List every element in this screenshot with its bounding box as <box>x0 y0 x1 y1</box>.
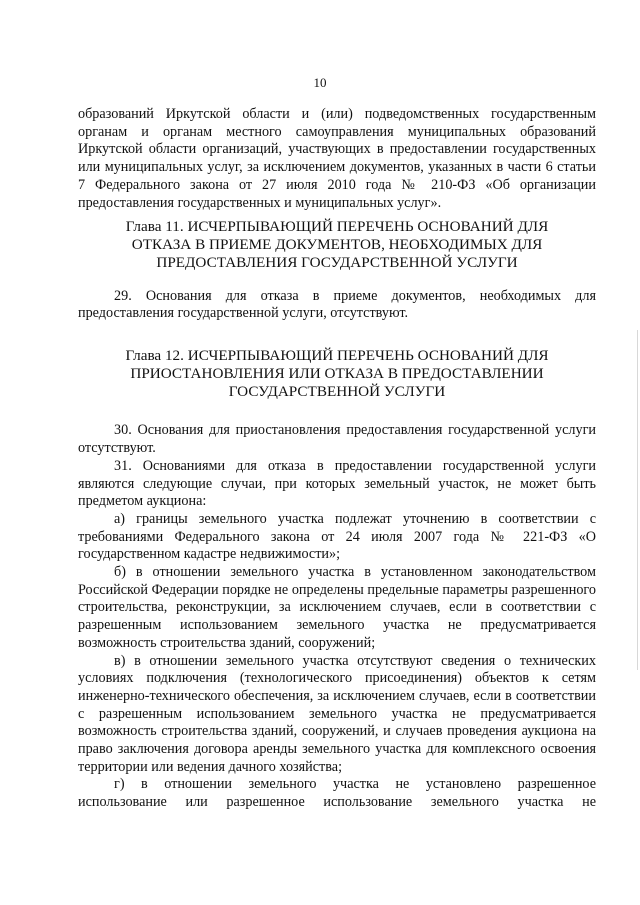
chapter-12-line-2: ПРИОСТАНОВЛЕНИЯ ИЛИ ОТКАЗА В ПРЕДОСТАВЛЕНИИ <box>130 364 544 382</box>
page-number: 10 <box>313 75 327 90</box>
chapter-12-heading <box>78 347 596 400</box>
chapter-11-heading <box>78 218 596 271</box>
paragraph-30: 30. Основания для приостановления предоставления государственной услуги отсутствуют. <box>78 422 596 457</box>
document-body <box>78 106 596 812</box>
paragraph-29: 29. Основания для отказа в приеме документов, необходимых для предоставления государственной услуги, отсутствуют. <box>78 287 596 322</box>
scan-edge-line <box>637 330 638 670</box>
paragraph-continuation: образований Иркутской области и (или) подведомственных государственным органам и органам местного самоуправления муниципальных образований Иркутской области организаций, участвующих в предоставлении государственных или муниципальных услуг, за исключением документов, указанных в части 6 статьи 7 Федерального закона от 27 июля 2010 года № 210-ФЗ «Об организации предоставления государственных и муниципальных услуг». <box>78 106 596 211</box>
item-b: б) в отношении земельного участка в установленном законодательством Российской Федерации порядке не определены предельные параметры разрешенного строительства, реконструкции, за исключением случаев, если в соответствии с разрешенным использованием земельного участка не предусматривается возможность строительства зданий, сооружений; <box>78 564 596 651</box>
chapter-12-line-1: Глава 12. ИСЧЕРПЫВАЮЩИЙ ПЕРЕЧЕНЬ ОСНОВАНИЙ ДЛЯ <box>125 347 549 365</box>
chapter-11-line-3: ПРЕДОСТАВЛЕНИЯ ГОСУДАРСТВЕННОЙ УСЛУГИ <box>156 253 518 271</box>
chapter-12-line-3: ГОСУДАРСТВЕННОЙ УСЛУГИ <box>228 382 446 400</box>
chapter-11-line-1: Глава 11. ИСЧЕРПЫВАЮЩИЙ ПЕРЕЧЕНЬ ОСНОВАНИЙ ДЛЯ <box>125 218 549 236</box>
item-a: а) границы земельного участка подлежат уточнению в соответствии с требованиями Федерального закона от 24 июля 2007 года № 221-ФЗ «О государственном кадастре недвижимости»; <box>78 510 596 563</box>
item-v: в) в отношении земельного участка отсутствуют сведения о технических условиях подключения (технологического присоединения) объектов к сетям инженерно-технического обеспечения, за исключением случаев, если в соответствии с разрешенным использованием земельного участка не предусматривается возможность строительства зданий, сооружений, и случаев проведения аукциона на право заключения договора аренды земельного участка для комплексного освоения территории или ведения дачного хозяйства; <box>78 652 596 775</box>
item-g: г) в отношении земельного участка не установлено разрешенное использование или разрешенное использование земельного участка не <box>78 776 596 811</box>
paragraph-31: 31. Основаниями для отказа в предоставлении государственной услуги являются следующие случаи, при которых земельный участок, не может быть предметом аукциона: <box>78 457 596 510</box>
chapter-11-line-2: ОТКАЗА В ПРИЕМЕ ДОКУМЕНТОВ, НЕОБХОДИМЫХ ДЛЯ <box>131 236 543 254</box>
